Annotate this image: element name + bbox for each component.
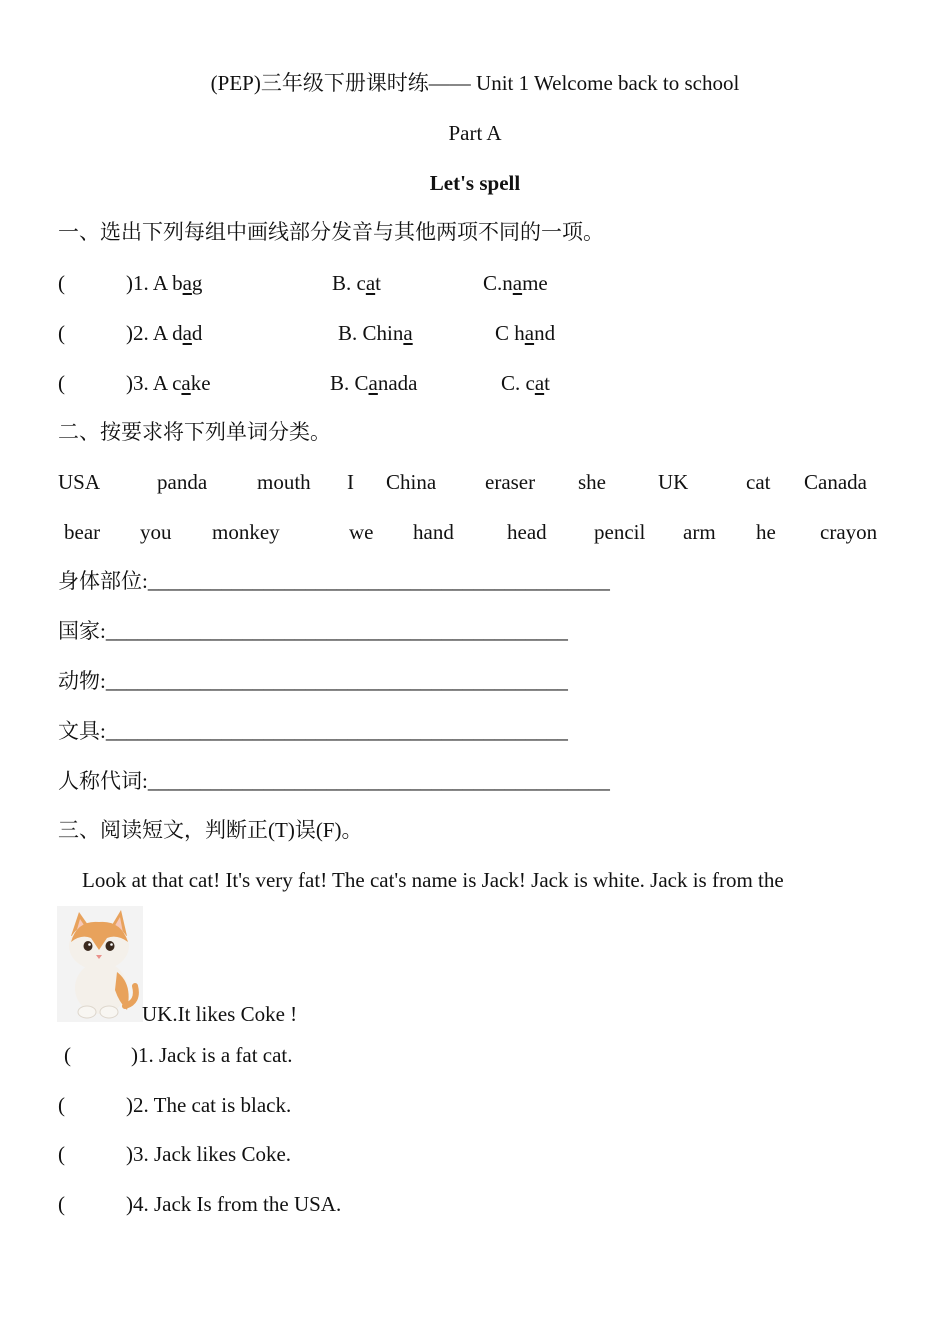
option-b-prefix: B. Chin [338,321,404,345]
part-label: Part A [448,121,502,145]
category-countries [58,618,568,644]
answer-bracket[interactable]: ( [64,1043,71,1067]
underlined-letter: a [403,321,413,345]
lesson-subtitle: Let's spell [429,171,521,195]
category-animals [58,668,568,694]
word-bank-word: USA [58,470,101,494]
underlined-letter: a [182,271,192,295]
statement-text: )4. Jack Is from the USA. [126,1192,342,1216]
option-a-prefix: )3. A c [126,371,182,395]
option-c-suffix: nd [534,321,556,345]
underlined-letter: a [368,371,378,395]
option-b-prefix: B. c [332,271,366,295]
underlined-letter: a [512,271,523,295]
option-b-prefix: B. C [330,371,369,395]
answer-bracket[interactable]: ( [58,371,65,395]
category-label: 文具: [58,719,106,743]
word-bank-word: UK [658,470,689,494]
word-bank-word: we [349,520,374,544]
word-bank-word: I [347,470,354,494]
underlined-letter: a [534,371,545,395]
category-label: 国家: [58,619,106,643]
statement-text: )1. Jack is a fat cat. [131,1043,293,1067]
word-bank-word: arm [683,520,716,544]
word-bank-word: head [507,520,547,544]
word-bank-word: mouth [257,470,311,494]
option-c [483,270,548,296]
section3-heading: 三、阅读短文，判断正(T)误(F)。 [58,818,363,842]
option-a [126,270,202,296]
word-bank-word: eraser [485,470,536,494]
page-title: (PEP)三年级下册课时练—— Unit 1 Welcome back to school [210,71,740,95]
option-c-prefix: C.n [483,271,513,295]
underlined-letter: a [524,321,535,345]
answer-bracket[interactable]: ( [58,1192,65,1216]
category-stationery [58,718,568,744]
statement-text: )2. The cat is black. [126,1093,292,1117]
word-bank-word: he [756,520,776,544]
word-bank-word: cat [746,470,771,494]
answer-blank[interactable]: ____________________________________________ [105,719,568,743]
option-b-suffix: nada [377,371,418,395]
word-bank-word: pencil [594,520,646,544]
option-c-prefix: C. c [501,371,535,395]
word-bank-word: panda [157,470,208,494]
option-b [338,320,413,346]
option-a-suffix: g [191,271,203,295]
category-label: 动物: [58,669,106,693]
section2-heading: 二、按要求将下列单词分类。 [58,420,331,444]
option-a-prefix: )1. A b [126,271,183,295]
category-label: 身体部位: [58,569,148,593]
section1-heading: 一、选出下列每组中画线部分发音与其他两项不同的一项。 [58,220,604,244]
answer-blank[interactable]: ____________________________________________ [105,619,568,643]
answer-bracket[interactable]: ( [58,271,65,295]
category-body-parts [58,568,610,594]
answer-bracket[interactable]: ( [58,1142,65,1166]
option-c-suffix: t [544,371,550,395]
answer-bracket[interactable]: ( [58,321,65,345]
word-bank-word: monkey [212,520,280,544]
option-a [126,320,202,346]
word-bank-word: hand [413,520,454,544]
option-a-prefix: )2. A d [126,321,183,345]
answer-bracket[interactable]: ( [58,1093,65,1117]
option-c [501,370,550,396]
option-b [332,270,381,296]
option-c-suffix: me [522,271,548,295]
option-a [126,370,211,396]
category-label: 人称代词: [58,769,148,793]
kitten-image [57,906,143,1022]
category-pronouns [58,768,610,794]
underlined-letter: a [181,371,191,395]
word-bank-word: you [140,520,172,544]
word-bank-word: Canada [804,470,867,494]
answer-blank[interactable]: ____________________________________________ [147,769,610,793]
answer-blank[interactable]: ____________________________________________ [147,569,610,593]
option-b [330,370,418,396]
word-bank-word: bear [64,520,101,544]
kitten-illustration [57,906,143,1022]
word-bank-word: she [578,470,606,494]
option-c [495,320,555,346]
underlined-letter: a [365,271,376,295]
reading-passage-line-2: UK.It likes Coke ! [142,1002,298,1026]
option-a-suffix: d [191,321,203,345]
word-bank-word: China [386,470,437,494]
option-b-suffix: t [375,271,381,295]
word-bank-word: crayon [820,520,878,544]
underlined-letter: a [182,321,192,345]
option-c-prefix: C h [495,321,525,345]
option-a-suffix: ke [190,371,211,395]
statement-text: )3. Jack likes Coke. [126,1142,292,1166]
reading-passage-line-1: Look at that cat! It's very fat! The cat's name is Jack! Jack is white. Jack is from the [82,868,784,892]
answer-blank[interactable]: ____________________________________________ [105,669,568,693]
